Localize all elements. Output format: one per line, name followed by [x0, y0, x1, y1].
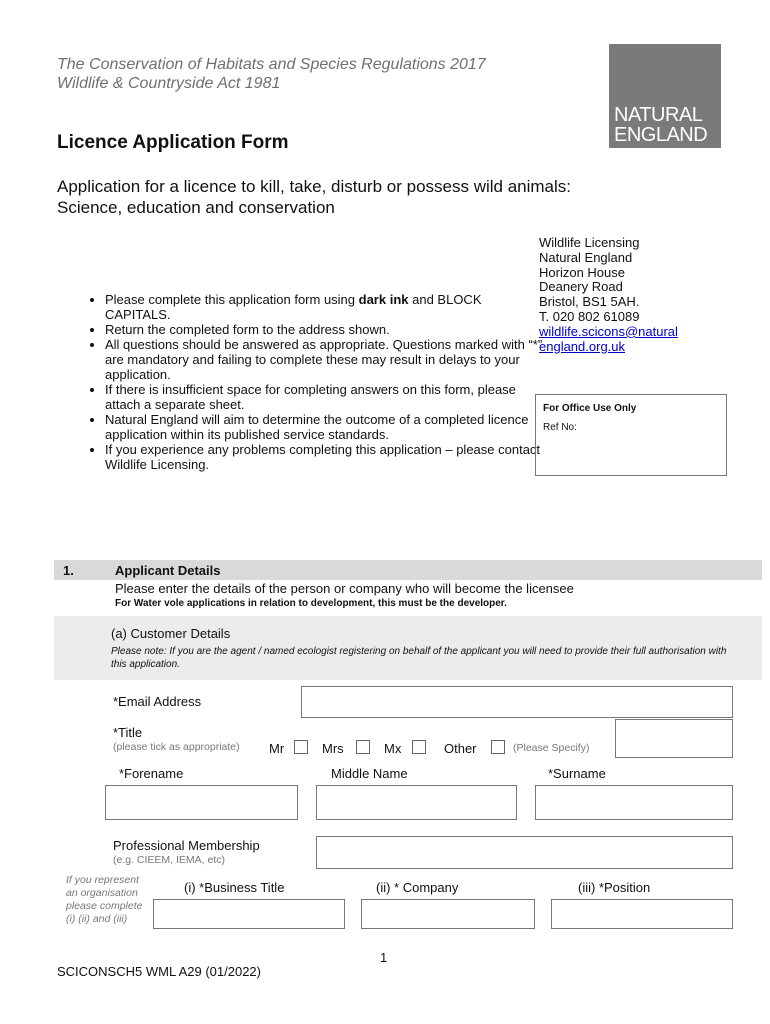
section-note: For Water vole applications in relation to development, this must be the developer. [115, 598, 507, 609]
licensing-address [539, 236, 678, 354]
surname-label: *Surname [548, 766, 606, 781]
address-line: Horizon House [539, 264, 625, 280]
mrs-label: Mrs [322, 741, 344, 756]
mrs-checkbox[interactable] [356, 740, 370, 754]
company-label: (ii) * Company [376, 880, 459, 895]
instruction-text: Please complete this application form using [105, 292, 359, 307]
other-checkbox[interactable] [491, 740, 505, 754]
instruction-item: • Natural England will aim to determine the outcome of a completed licence application within its published service standards. [105, 412, 545, 442]
logo-line-1: NATURAL [614, 104, 703, 126]
page-number: 1 [380, 950, 388, 965]
position-label: (iii) *Position [578, 880, 651, 895]
email-link-part-2: england.org.uk [539, 338, 626, 354]
company-field[interactable] [361, 899, 535, 929]
other-label: Other [444, 741, 477, 756]
position-field[interactable] [551, 899, 733, 929]
membership-label: Professional Membership [113, 838, 260, 853]
instruction-item: • Return the completed form to the address shown. [105, 322, 545, 337]
address-line: Deanery Road [539, 279, 623, 295]
legislation-header [57, 55, 486, 93]
membership-field[interactable] [316, 836, 733, 869]
other-specify-field[interactable] [615, 719, 733, 758]
organisation-note-line: (i) (ii) and (iii) [66, 913, 128, 925]
forename-label: *Forename [119, 766, 184, 781]
instruction-text: and BLOCK CAPITALS. [105, 292, 482, 322]
mx-checkbox[interactable] [412, 740, 426, 754]
instructions-list [73, 292, 545, 472]
email-label: *Email Address [113, 694, 202, 709]
legislation-line-1: The Conservation of Habitats and Species Regulations 2017 [57, 56, 486, 73]
business-title-field[interactable] [153, 899, 345, 929]
mr-label: Mr [269, 741, 285, 756]
middle-name-field[interactable] [316, 785, 517, 820]
subtitle-line-2: Science, education and conservation [57, 198, 335, 217]
organisation-note-line: If you represent [66, 874, 139, 886]
membership-hint: (e.g. CIEEM, IEMA, etc) [113, 854, 226, 866]
subtitle-line-1: Application for a licence to kill, take, disturb or possess wild animals: [57, 177, 572, 196]
address-line: Bristol, BS1 5AH. [539, 294, 640, 310]
ref-no-label: Ref No: [543, 422, 577, 433]
form-code: SCICONSCH5 WML A29 (01/2022) [57, 964, 261, 979]
natural-england-logo [609, 44, 721, 148]
mx-label: Mx [384, 741, 402, 756]
title-hint: (please tick as appropriate) [113, 741, 240, 753]
section-title: Applicant Details [115, 563, 221, 578]
instruction-item: • If there is insufficient space for completing answers on this form, please attach a separate sheet. [105, 382, 545, 412]
address-line: Wildlife Licensing [539, 235, 640, 250]
email-link-part-1: wildlife.scicons@natural [539, 323, 678, 339]
address-line: Natural England [539, 249, 633, 265]
instruction-item: • All questions should be answered as appropriate. Questions marked with “*” are mandatory and failing to complete these may result in delays to your application. [105, 337, 545, 382]
logo-line-2: ENGLAND [614, 124, 708, 146]
instruction-item: • If you experience any problems completing this application – please contact Wildlife Licensing. [105, 442, 545, 472]
mr-checkbox[interactable] [294, 740, 308, 754]
legislation-line-2: Wildlife & Countryside Act 1981 [57, 75, 281, 92]
customer-details-title: (a) Customer Details [111, 626, 231, 641]
other-hint: (Please Specify) [513, 742, 590, 754]
organisation-note [66, 874, 142, 926]
email-field[interactable] [301, 686, 733, 718]
phone-number: T. 020 802 61089 [539, 308, 640, 324]
customer-details-note: Please note: If you are the agent / named ecologist registering on behalf of the applicant you will need to provide their full authorisation with this application. [111, 646, 727, 670]
organisation-note-line: an organisation [66, 887, 138, 899]
page-subtitle [57, 176, 571, 218]
title-label: *Title [113, 725, 143, 740]
surname-field[interactable] [535, 785, 733, 820]
middle-name-label: Middle Name [331, 766, 408, 781]
business-title-label: (i) *Business Title [184, 880, 285, 895]
email-link[interactable] [539, 324, 678, 354]
instruction-emphasis: dark ink [358, 292, 409, 307]
forename-field[interactable] [105, 785, 298, 820]
office-use-box [535, 394, 727, 476]
office-use-heading: For Office Use Only [543, 403, 637, 414]
section-number: 1. [63, 563, 74, 578]
page-title: Licence Application Form [57, 132, 289, 153]
section-description: Please enter the details of the person or company who will become the licensee [115, 581, 574, 596]
organisation-note-line: please complete [66, 900, 143, 912]
instruction-item [105, 292, 545, 322]
